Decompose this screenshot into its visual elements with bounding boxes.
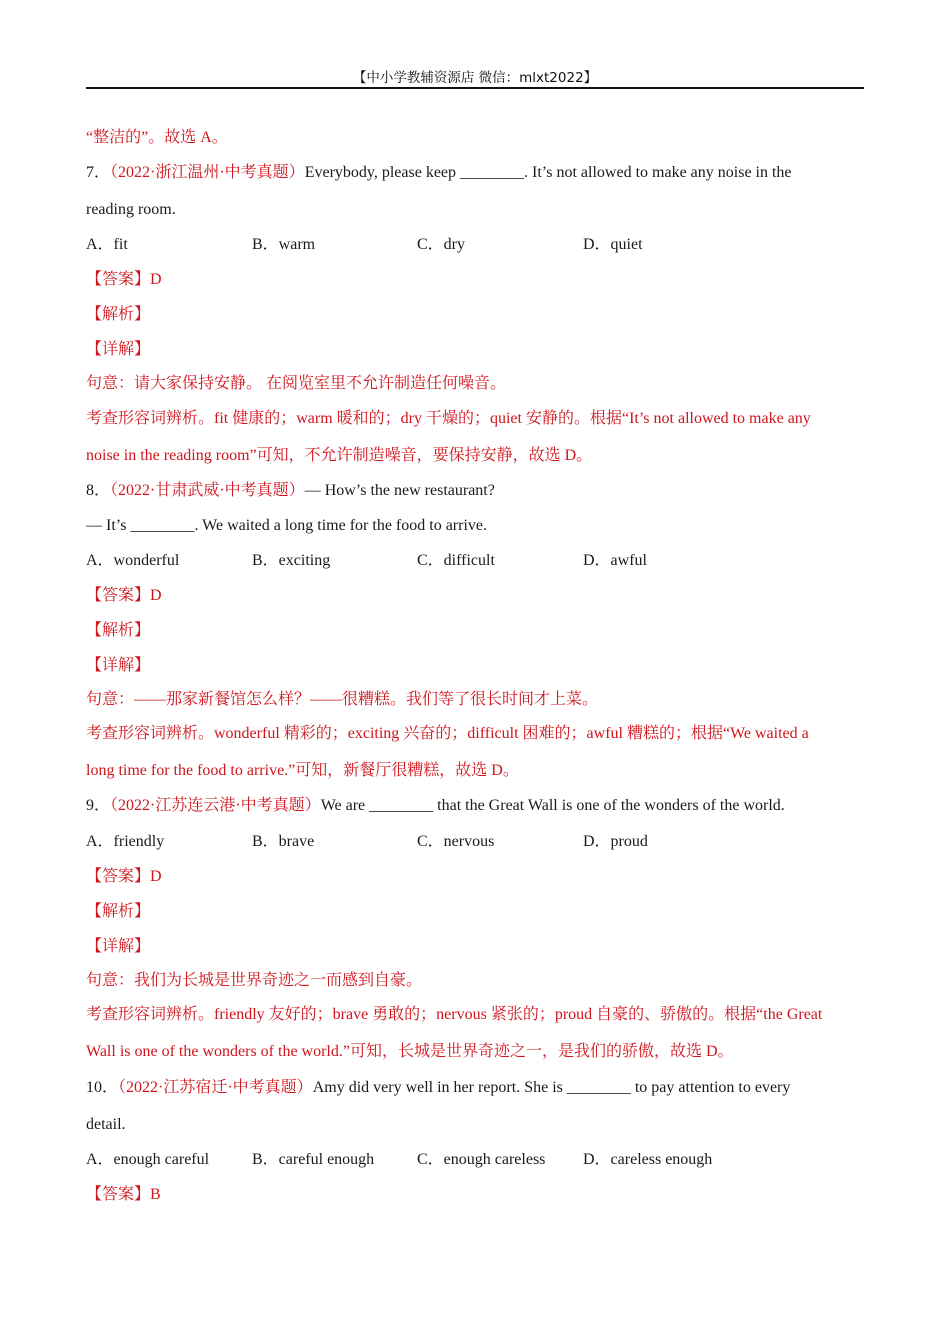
q7-option-d: D．quiet xyxy=(583,236,643,253)
q10-option-b: B．careful enough xyxy=(252,1151,375,1168)
q8-option-b: B．exciting xyxy=(252,552,331,569)
q10-option-d: D．careless enough xyxy=(583,1151,713,1168)
q9-explanation: 考查形容词辨析。friendly 友好的；brave 勇敢的；nervous 紧张的；proud 自豪的、骄傲的。根据“the Great xyxy=(86,1006,823,1023)
q7-detail-label: 【详解】 xyxy=(86,341,151,358)
question-text: Amy did very well in her report. She is ________ to pay attention to every xyxy=(312,1079,791,1096)
q7-answer: 【答案】D xyxy=(86,271,162,288)
question-10-stem-cont: detail. xyxy=(86,1116,126,1133)
question-source: （2022·浙江温州·中考真题） xyxy=(110,164,305,181)
question-number: 7． xyxy=(86,164,111,181)
question-source: （2022·江苏宿迁·中考真题） xyxy=(118,1079,313,1096)
question-7-stem-cont: reading room. xyxy=(86,201,176,218)
q9-option-a: A．friendly xyxy=(86,833,165,850)
q7-meaning: 句意：请大家保持安静。 在阅览室里不允许制造任何噪音。 xyxy=(86,375,507,392)
q10-option-a: A．enough careful xyxy=(86,1151,210,1168)
q9-analysis-label: 【解析】 xyxy=(86,903,151,920)
question-number: 9． xyxy=(86,797,111,814)
q8-detail-label: 【详解】 xyxy=(86,657,151,674)
q7-option-c: C．dry xyxy=(417,236,466,253)
question-10-stem xyxy=(86,1078,790,1098)
q10-option-c: C．enough careless xyxy=(417,1151,546,1168)
q7-analysis-label: 【解析】 xyxy=(86,306,151,323)
question-number: 8． xyxy=(86,482,111,499)
q9-option-d: D．proud xyxy=(583,833,648,850)
q9-explanation-cont: Wall is one of the wonders of the world.”可知，长城是世界奇迹之一，是我们的骄傲，故选 D。 xyxy=(86,1043,734,1060)
q9-answer: 【答案】D xyxy=(86,868,162,885)
header-divider xyxy=(86,87,864,89)
question-source: （2022·江苏连云港·中考真题） xyxy=(110,797,321,814)
question-8-stem-cont: — It’s ________. We waited a long time for the food to arrive. xyxy=(86,517,487,534)
q7-explanation: 考查形容词辨析。fit 健康的；warm 暖和的；dry 干燥的；quiet 安静的。根据“It’s not allowed to make any xyxy=(86,410,811,427)
q10-answer: 【答案】B xyxy=(86,1186,161,1203)
q8-answer: 【答案】D xyxy=(86,587,162,604)
q9-option-c: C．nervous xyxy=(417,833,495,850)
question-8-stem xyxy=(86,481,495,501)
q8-option-a: A．wonderful xyxy=(86,552,180,569)
q9-meaning: 句意：我们为长城是世界奇迹之一而感到自豪。 xyxy=(86,972,423,989)
q8-option-d: D．awful xyxy=(583,552,647,569)
q9-option-b: B．brave xyxy=(252,833,315,850)
q8-analysis-label: 【解析】 xyxy=(86,622,151,639)
q8-explanation: 考查形容词辨析。wonderful 精彩的；exciting 兴奋的；difficult 困难的；awful 糟糕的；根据“We waited a xyxy=(86,725,809,742)
question-text: Everybody, please keep ________. It’s not allowed to make any noise in the xyxy=(304,164,792,181)
q8-explanation-cont: long time for the food to arrive.”可知，新餐厅很糟糕，故选 D。 xyxy=(86,762,519,779)
question-7-stem xyxy=(86,163,792,183)
q7-explanation-cont: noise in the reading room”可知，不允许制造噪音，要保持安静，故选 D。 xyxy=(86,447,593,464)
question-text: — How’s the new restaurant? xyxy=(304,482,495,499)
q9-detail-label: 【详解】 xyxy=(86,938,151,955)
question-source: （2022·甘肃武威·中考真题） xyxy=(110,482,305,499)
question-number: 10． xyxy=(86,1079,119,1096)
q8-option-c: C．difficult xyxy=(417,552,495,569)
previous-answer-tail: “整洁的”。故选 A。 xyxy=(86,129,228,146)
q8-meaning: 句意：——那家新餐馆怎么样？——很糟糕。我们等了很长时间才上菜。 xyxy=(86,691,599,708)
question-text: We are ________ that the Great Wall is one of the wonders of the world. xyxy=(320,797,785,814)
q7-option-b: B．warm xyxy=(252,236,316,253)
q7-option-a: A．fit xyxy=(86,236,128,253)
question-9-stem xyxy=(86,796,785,816)
page-header: 【中小学教辅资源店 微信：mlxt2022】 xyxy=(352,70,598,86)
